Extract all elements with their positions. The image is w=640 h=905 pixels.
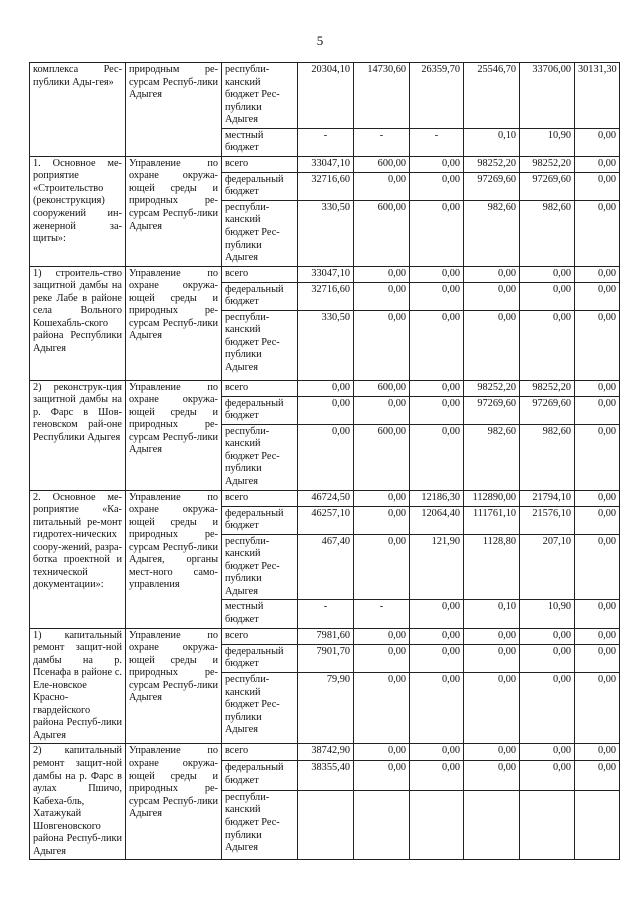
value-cell: 0,00	[298, 396, 354, 424]
value-cell: 98252,20	[464, 156, 520, 172]
executor-cell: Управление по охране окружа-ющей среды и природных ре-сурсам Респуб-лики Адыгея	[126, 156, 222, 266]
value-cell: 32716,60	[298, 282, 354, 310]
value-cell: 0,00	[354, 310, 410, 380]
value-cell: 30131,30	[575, 63, 620, 129]
value-cell: 0,00	[410, 673, 464, 744]
funding-source-cell: всего	[222, 266, 298, 282]
executor-cell: Управление по охране окружа-ющей среды и природных ре-сурсам Респуб-лики Адыгея	[126, 266, 222, 380]
table-row	[30, 628, 620, 644]
value-cell: 32716,60	[298, 172, 354, 200]
program-cell: комплекса Рес-публики Ады-гея»	[30, 63, 126, 157]
funding-source-cell: местный бюджет	[222, 600, 298, 628]
value-cell: 0,00	[354, 744, 410, 761]
value-cell: 0,00	[575, 744, 620, 761]
value-cell: 0,00	[354, 628, 410, 644]
value-cell: 0,00	[410, 380, 464, 396]
value-cell: 21794,10	[520, 490, 575, 506]
value-cell: 0,00	[464, 310, 520, 380]
value-cell: 97269,60	[520, 396, 575, 424]
value-cell: 0,00	[575, 673, 620, 744]
value-cell: 98252,20	[520, 156, 575, 172]
value-cell: 0,00	[464, 744, 520, 761]
value-cell: 0,10	[464, 600, 520, 628]
value-cell: 467,40	[298, 534, 354, 600]
value-cell: 982,60	[464, 424, 520, 490]
value-cell: 98252,20	[520, 380, 575, 396]
executor-cell: Управление по охране окружа-ющей среды и природных ре-сурсам Респуб-лики Адыгея	[126, 628, 222, 744]
table-row	[30, 266, 620, 282]
value-cell: 0,00	[575, 396, 620, 424]
program-cell: 2. Основное ме-роприятие «Ка-питальный ре-монт гидротех-нических соору-жений, разра-ботка проектной и технической документации»:	[30, 490, 126, 628]
value-cell: 26359,70	[410, 63, 464, 129]
value-cell: 0,00	[354, 673, 410, 744]
value-cell: 0,00	[410, 628, 464, 644]
value-cell: 0,00	[575, 534, 620, 600]
value-cell: 0,00	[410, 424, 464, 490]
value-cell: 33047,10	[298, 156, 354, 172]
program-cell: 1) капитальный ремонт защит-ной дамбы на р. Псенафа в районе с. Еле-новское Красно-гвардейского района Респуб-лики Адыгея	[30, 628, 126, 744]
funding-source-cell: федеральный бюджет	[222, 282, 298, 310]
value-cell: 0,00	[464, 266, 520, 282]
value-cell: -	[298, 600, 354, 628]
value-cell	[464, 790, 520, 859]
value-cell: 207,10	[520, 534, 575, 600]
value-cell: 0,00	[575, 600, 620, 628]
value-cell: 79,90	[298, 673, 354, 744]
value-cell: 0,00	[410, 761, 464, 791]
funding-source-cell: федеральный бюджет	[222, 506, 298, 534]
value-cell: 0,00	[575, 644, 620, 673]
value-cell: 0,00	[575, 282, 620, 310]
funding-source-cell: республи-канский бюджет Рес-публики Адыгея	[222, 200, 298, 266]
value-cell: 0,00	[354, 644, 410, 673]
value-cell: 10,90	[520, 600, 575, 628]
value-cell: 0,00	[410, 156, 464, 172]
value-cell: 0,00	[520, 266, 575, 282]
funding-source-cell: всего	[222, 156, 298, 172]
value-cell: 0,00	[575, 200, 620, 266]
value-cell	[520, 790, 575, 859]
value-cell: 7981,60	[298, 628, 354, 644]
value-cell: 1128,80	[464, 534, 520, 600]
value-cell: 0,00	[354, 761, 410, 791]
executor-cell: природным ре-сурсам Респуб-лики Адыгея	[126, 63, 222, 157]
value-cell: 0,00	[464, 282, 520, 310]
funding-source-cell: республи-канский бюджет Рес-публики Адыгея	[222, 790, 298, 859]
value-cell: 0,00	[520, 673, 575, 744]
value-cell: 0,00	[410, 200, 464, 266]
funding-source-cell: федеральный бюджет	[222, 172, 298, 200]
value-cell: 0,00	[520, 644, 575, 673]
value-cell: 0,00	[520, 282, 575, 310]
funding-source-cell: всего	[222, 490, 298, 506]
value-cell: 0,00	[410, 600, 464, 628]
value-cell: 0,00	[354, 172, 410, 200]
funding-source-cell: всего	[222, 744, 298, 761]
table-row	[30, 380, 620, 396]
value-cell: 38355,40	[298, 761, 354, 791]
value-cell: -	[298, 128, 354, 156]
value-cell	[354, 790, 410, 859]
executor-cell: Управление по охране окружа-ющей среды и природных ре-сурсам Респуб-лики Адыгея	[126, 744, 222, 860]
value-cell: 0,10	[464, 128, 520, 156]
value-cell: 0,00	[464, 673, 520, 744]
value-cell: 0,00	[575, 490, 620, 506]
value-cell: 12186,30	[410, 490, 464, 506]
value-cell	[575, 790, 620, 859]
value-cell: 600,00	[354, 156, 410, 172]
funding-source-cell: федеральный бюджет	[222, 761, 298, 791]
value-cell: 0,00	[298, 380, 354, 396]
value-cell: 0,00	[575, 128, 620, 156]
program-cell: 1. Основное ме-роприятие «Строительство (реконструкция) сооружений ин-женерной за-щиты»:	[30, 156, 126, 266]
funding-source-cell: всего	[222, 628, 298, 644]
value-cell: 38742,90	[298, 744, 354, 761]
value-cell: 0,00	[464, 761, 520, 791]
value-cell: 600,00	[354, 200, 410, 266]
funding-source-cell: республи-канский бюджет Рес-публики Адыгея	[222, 63, 298, 129]
executor-cell: Управление по охране окружа-ющей среды и природных ре-сурсам Респуб-лики Адыгея, органы мест-ного само-управления	[126, 490, 222, 628]
value-cell: 0,00	[520, 628, 575, 644]
value-cell: 0,00	[410, 282, 464, 310]
value-cell: 7901,70	[298, 644, 354, 673]
value-cell: 0,00	[354, 282, 410, 310]
value-cell: 0,00	[520, 310, 575, 380]
value-cell: 0,00	[410, 310, 464, 380]
funding-source-cell: республи-канский бюджет Рес-публики Адыгея	[222, 424, 298, 490]
value-cell: 0,00	[575, 156, 620, 172]
funding-source-cell: федеральный бюджет	[222, 396, 298, 424]
value-cell: 982,60	[464, 200, 520, 266]
budget-table	[29, 62, 620, 860]
value-cell: 97269,60	[520, 172, 575, 200]
funding-source-cell: республи-канский бюджет Рес-публики Адыгея	[222, 310, 298, 380]
table-row	[30, 156, 620, 172]
value-cell: 0,00	[410, 172, 464, 200]
value-cell: 0,00	[354, 266, 410, 282]
value-cell: 0,00	[520, 761, 575, 791]
value-cell: 0,00	[464, 628, 520, 644]
executor-cell: Управление по охране окружа-ющей среды и природных ре-сурсам Респуб-лики Адыгея	[126, 380, 222, 490]
program-cell: 2) реконструк-ция защитной дамбы на р. Фарс в Шов-геновском рай-оне Республики Адыгея	[30, 380, 126, 490]
value-cell: 0,00	[410, 396, 464, 424]
value-cell: 111761,10	[464, 506, 520, 534]
value-cell: 33047,10	[298, 266, 354, 282]
value-cell: 98252,20	[464, 380, 520, 396]
value-cell: 0,00	[575, 380, 620, 396]
value-cell: 46257,10	[298, 506, 354, 534]
value-cell: 0,00	[410, 644, 464, 673]
funding-source-cell: республи-канский бюджет Рес-публики Адыгея	[222, 534, 298, 600]
funding-source-cell: федеральный бюджет	[222, 644, 298, 673]
value-cell: 112890,00	[464, 490, 520, 506]
table-row	[30, 63, 620, 129]
program-cell: 1) строитель-ство защитной дамбы на реке Лабе в районе села Вольного Кошехабль-ского района Республики Адыгея	[30, 266, 126, 380]
value-cell	[410, 790, 464, 859]
value-cell: 330,50	[298, 200, 354, 266]
program-cell: 2) капитальный ремонт защит-ной дамбы на р. Фарс в аулах Пшичо, Кабеха-бль, Хатажукай Шовгеновского района Респуб-лики Адыгея	[30, 744, 126, 860]
table-row	[30, 744, 620, 761]
value-cell: 0,00	[575, 628, 620, 644]
value-cell: -	[410, 128, 464, 156]
value-cell: 600,00	[354, 380, 410, 396]
value-cell: 14730,60	[354, 63, 410, 129]
value-cell: 0,00	[354, 490, 410, 506]
value-cell: 0,00	[575, 310, 620, 380]
value-cell: 10,90	[520, 128, 575, 156]
value-cell: 121,90	[410, 534, 464, 600]
value-cell	[298, 790, 354, 859]
value-cell: 33706,00	[520, 63, 575, 129]
value-cell: 0,00	[575, 761, 620, 791]
value-cell: 982,60	[520, 424, 575, 490]
value-cell: 0,00	[464, 644, 520, 673]
value-cell: 0,00	[298, 424, 354, 490]
value-cell: -	[354, 128, 410, 156]
value-cell: 21576,10	[520, 506, 575, 534]
value-cell: 25546,70	[464, 63, 520, 129]
value-cell: 0,00	[575, 266, 620, 282]
value-cell: 0,00	[410, 266, 464, 282]
table-row	[30, 490, 620, 506]
value-cell: 0,00	[575, 424, 620, 490]
value-cell: 330,50	[298, 310, 354, 380]
value-cell: 97269,60	[464, 396, 520, 424]
value-cell: 0,00	[575, 172, 620, 200]
value-cell: 0,00	[575, 506, 620, 534]
value-cell: 0,00	[354, 506, 410, 534]
value-cell: 0,00	[354, 396, 410, 424]
value-cell: 0,00	[520, 744, 575, 761]
value-cell: 982,60	[520, 200, 575, 266]
value-cell: 600,00	[354, 424, 410, 490]
funding-source-cell: местный бюджет	[222, 128, 298, 156]
value-cell: 46724,50	[298, 490, 354, 506]
value-cell: 0,00	[354, 534, 410, 600]
value-cell: 97269,60	[464, 172, 520, 200]
value-cell: 0,00	[410, 744, 464, 761]
funding-source-cell: республи-канский бюджет Рес-публики Адыгея	[222, 673, 298, 744]
value-cell: 12064,40	[410, 506, 464, 534]
page-number: 5	[316, 33, 324, 48]
value-cell: -	[354, 600, 410, 628]
value-cell: 20304,10	[298, 63, 354, 129]
funding-source-cell: всего	[222, 380, 298, 396]
